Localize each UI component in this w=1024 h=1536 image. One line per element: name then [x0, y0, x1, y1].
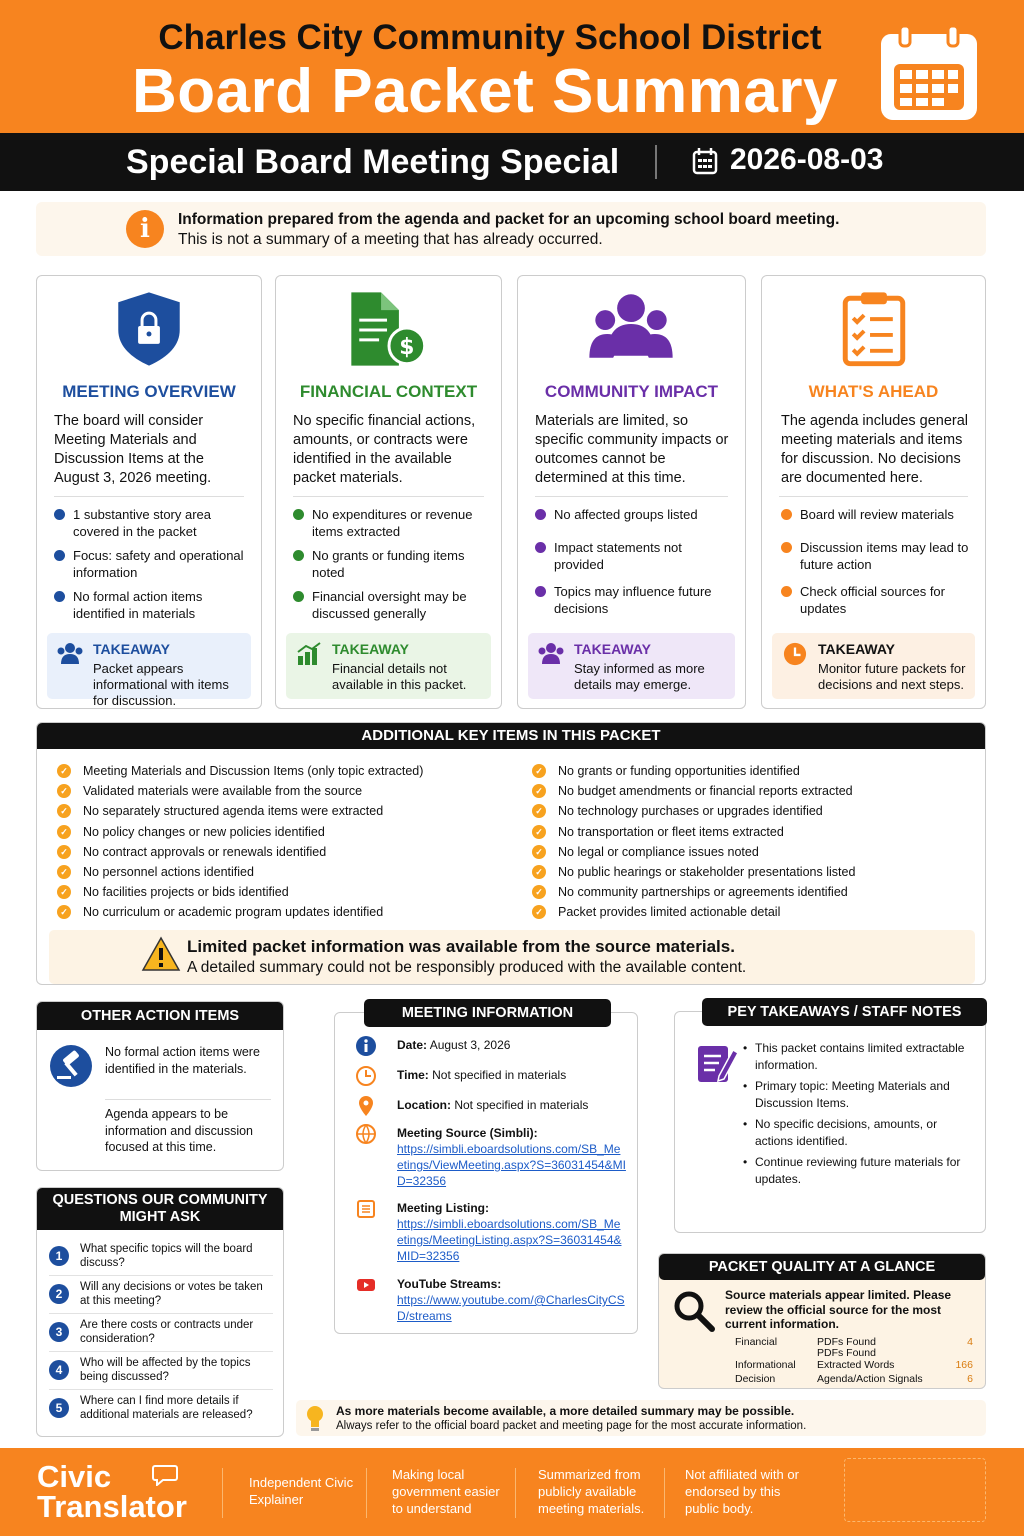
- section-title: MEETING INFORMATION: [364, 999, 611, 1027]
- question-text: Will any decisions or votes be taken at this meeting?: [80, 1281, 263, 1307]
- bullet-text: Discussion items may lead to future action: [800, 540, 969, 572]
- warning-icon: [141, 936, 181, 972]
- quality-label: PDFs Found: [817, 1347, 876, 1359]
- shield-lock-icon: [37, 290, 261, 368]
- question-item: [49, 1356, 273, 1390]
- warning-banner: [49, 930, 975, 984]
- bullet-dot: [781, 542, 792, 553]
- meeting-date: 2026-08-03: [730, 143, 884, 176]
- check-icon: ✓: [532, 845, 546, 859]
- svg-text:$: $: [399, 334, 415, 360]
- check-icon: ✓: [532, 825, 546, 839]
- date-value: August 3, 2026: [429, 1038, 511, 1052]
- bullet-text: Impact statements not provided: [554, 540, 682, 572]
- takeaway-title: TAKEAWAY: [93, 641, 171, 657]
- item-text: No contract approvals or renewals identified: [83, 844, 327, 859]
- list-item: [781, 539, 975, 573]
- action-text-2: Agenda appears to be information and discussion focused at this time.: [105, 1107, 253, 1154]
- takeaway-text: Stay informed as more details may emerge.: [574, 661, 705, 692]
- magnifier-icon: [673, 1290, 715, 1332]
- list-item: [532, 884, 972, 904]
- check-icon: ✓: [532, 905, 546, 919]
- list-item: [57, 803, 517, 823]
- divider: [54, 496, 244, 497]
- bullet-text: No formal action items identified in materials: [73, 589, 203, 621]
- bullet-dot: [54, 591, 65, 602]
- quality-key: Decision: [735, 1373, 776, 1385]
- item-text: No public hearings or stakeholder presentations listed: [558, 864, 856, 879]
- section-title: OTHER ACTION ITEMS: [37, 1002, 283, 1030]
- bullet-text: Focus: safety and operational information: [73, 548, 244, 580]
- card-community-impact: [517, 275, 746, 709]
- check-icon: ✓: [57, 885, 71, 899]
- item-text: No legal or compliance issues noted: [558, 844, 759, 859]
- card-description: The agenda includes general meeting materials and items for discussion. No decisions are documented here.: [781, 413, 969, 486]
- divider: [105, 1099, 271, 1100]
- calendar-icon: [878, 24, 980, 124]
- divider: [366, 1468, 367, 1518]
- card-description: The board will consider Meeting Materials and Discussion Items at the August 3, 2026 meeting.: [54, 413, 212, 486]
- takeaway-title: TAKEAWAY: [574, 641, 652, 657]
- item-text: No budget amendments or financial reports extracted: [558, 784, 853, 799]
- item-text: No facilities projects or bids identified: [83, 885, 289, 900]
- list-item: [54, 588, 251, 622]
- question-number: 3: [49, 1322, 69, 1342]
- footer: [0, 1448, 1024, 1536]
- info-line-2: This is not a summary of a meeting that has already occurred.: [178, 231, 603, 248]
- footer-text-3: Summarized from publicly available meeting materials.: [538, 1467, 645, 1516]
- check-icon: ✓: [532, 764, 546, 778]
- footer-text-2: Making local government easier to understand: [392, 1467, 500, 1516]
- district-name: Charles City Community School District: [158, 18, 822, 57]
- list-item: [532, 864, 972, 884]
- section-title: PACKET QUALITY AT A GLANCE: [659, 1254, 985, 1280]
- quality-description: Source materials appear limited. Please review the official source for the most current information.: [725, 1288, 952, 1331]
- card-meeting-overview: [36, 275, 262, 709]
- list-item: [532, 844, 972, 864]
- list-item: • No specific decisions, amounts, or actions identified.: [743, 1116, 973, 1149]
- notepad-pencil-icon: [695, 1040, 739, 1084]
- list-item: [532, 904, 972, 924]
- listing-label: Meeting Listing:: [397, 1201, 489, 1215]
- list-icon: [355, 1198, 377, 1220]
- notes-list: [743, 1040, 973, 1192]
- bar-chart-icon: [296, 642, 322, 666]
- question-number: 5: [49, 1398, 69, 1418]
- section-title: QUESTIONS OUR COMMUNITY MIGHT ASK: [37, 1188, 283, 1230]
- check-icon: ✓: [532, 865, 546, 879]
- bullet-dot: [535, 542, 546, 553]
- list-item: [57, 824, 517, 844]
- meeting-type: Special Board Meeting Special: [126, 143, 620, 181]
- tip-line-2: Always refer to the official board packet and meeting page for the most accurate information.: [336, 1420, 807, 1432]
- card-title: FINANCIAL CONTEXT: [299, 382, 478, 401]
- time-label: Time:: [397, 1068, 429, 1082]
- list-item: • Primary topic: Meeting Materials and Discussion Items.: [743, 1078, 973, 1111]
- youtube-label: YouTube Streams:: [397, 1277, 502, 1291]
- meeting-bar: [0, 133, 1024, 191]
- items-left-column: [57, 763, 517, 925]
- card-financial-context: [275, 275, 502, 709]
- items-right-column: [532, 763, 972, 925]
- info-icon: [355, 1035, 377, 1057]
- document-dollar-icon: [276, 290, 501, 368]
- action-text-1: No formal action items were identified in the materials.: [105, 1045, 260, 1076]
- source-label: Meeting Source (Simbli):: [397, 1126, 538, 1140]
- bullet-dot: [781, 509, 792, 520]
- check-icon: ✓: [532, 784, 546, 798]
- lightbulb-icon: [304, 1404, 326, 1432]
- divider: [779, 496, 968, 497]
- list-item: [57, 884, 517, 904]
- list-item: • Continue reviewing future materials for updates.: [743, 1154, 973, 1187]
- list-item: [532, 803, 972, 823]
- page-title: Board Packet Summary: [131, 57, 839, 126]
- youtube-row: [355, 1274, 627, 1324]
- takeaway-box: [772, 633, 975, 699]
- list-item: [532, 783, 972, 803]
- list-item: • This packet contains limited extractable information.: [743, 1040, 973, 1073]
- divider: [293, 496, 484, 497]
- question-item: [49, 1242, 273, 1276]
- question-item: [49, 1318, 273, 1352]
- list-item: [293, 506, 491, 540]
- time-value: Not specified in materials: [432, 1068, 567, 1082]
- takeaway-box: [286, 633, 491, 699]
- check-icon: ✓: [57, 845, 71, 859]
- takeaway-box: [47, 633, 251, 708]
- footer-text-4: Not affiliated with or endorsed by this public body.: [685, 1467, 799, 1516]
- bullet-dot: [54, 509, 65, 520]
- check-icon: ✓: [57, 784, 71, 798]
- check-icon: ✓: [57, 825, 71, 839]
- card-whats-ahead: [761, 275, 986, 709]
- list-item: [535, 539, 735, 573]
- list-item: [57, 904, 517, 924]
- check-icon: ✓: [57, 905, 71, 919]
- list-item: [54, 547, 251, 581]
- source-link[interactable]: https://simbli.eboardsolutions.com/SB_Meetings/ViewMeeting.aspx?S=36031454&MID=32356: [397, 1142, 626, 1188]
- check-icon: ✓: [532, 804, 546, 818]
- source-row: [355, 1123, 627, 1189]
- list-item: [532, 824, 972, 844]
- date-label: Date:: [397, 1038, 428, 1052]
- quality-label: Extracted Words: [817, 1359, 895, 1371]
- list-item: [293, 588, 491, 622]
- divider: [515, 1468, 516, 1518]
- item-text: Meeting Materials and Discussion Items (only topic extracted): [83, 764, 424, 778]
- section-title: ADDITIONAL KEY ITEMS IN THIS PACKET: [37, 723, 985, 749]
- bullet-text: No grants or funding items noted: [312, 548, 465, 580]
- takeaway-title: TAKEAWAY: [332, 641, 410, 657]
- list-item: [532, 763, 972, 783]
- speech-bubble-icon: [152, 1464, 178, 1486]
- item-text: Validated materials were available from the source: [83, 784, 363, 799]
- item-text: No technology purchases or upgrades identified: [558, 804, 823, 819]
- tip-banner: [296, 1400, 986, 1436]
- clock-icon: [782, 642, 808, 666]
- list-item: [781, 583, 975, 617]
- location-pin-icon: [355, 1095, 377, 1117]
- gavel-icon: [49, 1044, 93, 1088]
- list-item: [57, 864, 517, 884]
- logo-line-1: Civic: [37, 1459, 112, 1494]
- card-description: No specific financial actions, amounts, or contracts were identified in the available packet materials.: [293, 413, 476, 486]
- bullet-text: Board will review materials: [800, 507, 954, 522]
- bullet-text: No expenditures or revenue items extracted: [312, 507, 473, 539]
- quality-row: [725, 1359, 973, 1372]
- bullet-text: Check official sources for updates: [800, 584, 945, 616]
- list-item: [293, 547, 491, 581]
- question-number: 4: [49, 1360, 69, 1380]
- takeaway-text: Financial details not available in this packet.: [332, 661, 467, 692]
- question-number: 2: [49, 1284, 69, 1304]
- info-line-1: Information prepared from the agenda and packet for an upcoming school board meeting.: [178, 211, 840, 228]
- quality-value: 166: [955, 1359, 973, 1371]
- bullet-text: Financial oversight may be discussed generally: [312, 589, 467, 621]
- section-title: PEY TAKEAWAYS / STAFF NOTES: [702, 998, 987, 1026]
- question-number: 1: [49, 1246, 69, 1266]
- bullet-dot: [293, 509, 304, 520]
- info-banner: [36, 202, 986, 256]
- bullet-text: No affected groups listed: [554, 507, 698, 522]
- warning-text: A detailed summary could not be responsibly produced with the available content.: [187, 959, 747, 976]
- list-item: [57, 844, 517, 864]
- warning-title: Limited packet information was available from the source materials.: [187, 937, 735, 956]
- question-item: [49, 1394, 273, 1428]
- question-text: Where can I find more details if additional materials are released?: [80, 1395, 253, 1421]
- question-text: What specific topics will the board discuss?: [80, 1243, 253, 1269]
- list-item: [535, 506, 735, 523]
- quality-label: PDFs Found: [817, 1336, 876, 1348]
- bullet-dot: [293, 550, 304, 561]
- info-icon: i: [126, 210, 164, 248]
- listing-row: [355, 1198, 627, 1264]
- tip-line-1: As more materials become available, a more detailed summary may be possible.: [336, 1404, 795, 1418]
- clipboard-checklist-icon: [762, 290, 985, 368]
- footer-text-1: Independent Civic Explainer: [249, 1475, 354, 1507]
- question-item: [49, 1280, 273, 1314]
- quality-row: [725, 1373, 973, 1386]
- additional-items-section: [36, 722, 986, 985]
- takeaway-title: TAKEAWAY: [818, 641, 896, 657]
- other-action-items: [36, 1001, 284, 1171]
- check-icon: ✓: [57, 804, 71, 818]
- quality-key: Informational: [735, 1359, 796, 1371]
- check-icon: ✓: [57, 764, 71, 778]
- packet-quality: [658, 1253, 986, 1389]
- card-description: Materials are limited, so specific community impacts or outcomes cannot be determined at this time.: [535, 413, 729, 486]
- divider: [664, 1468, 665, 1518]
- card-title: COMMUNITY IMPACT: [544, 382, 719, 401]
- divider: [655, 145, 657, 179]
- quality-label: Agenda/Action Signals: [817, 1373, 923, 1385]
- location-value: Not specified in materials: [454, 1098, 589, 1112]
- question-text: Who will be affected by the topics being discussed?: [80, 1357, 251, 1383]
- people-icon: [538, 642, 564, 666]
- bullet-text: Topics may influence future decisions: [554, 584, 712, 616]
- item-text: No transportation or fleet items extracted: [558, 824, 784, 839]
- quality-key: Financial: [735, 1336, 778, 1348]
- people-icon: [518, 290, 745, 368]
- bullet-dot: [535, 586, 546, 597]
- item-text: No personnel actions identified: [83, 864, 254, 879]
- takeaway-box: [528, 633, 735, 699]
- item-text: No policy changes or new policies identified: [83, 824, 325, 839]
- item-text: No community partnerships or agreements identified: [558, 885, 848, 900]
- divider: [222, 1468, 223, 1518]
- divider: [535, 496, 728, 497]
- list-item: [535, 583, 735, 617]
- staff-notes: [674, 1004, 986, 1233]
- youtube-link[interactable]: https://www.youtube.com/@CharlesCityCSD/streams: [397, 1293, 625, 1323]
- takeaway-text: Packet appears informational with items for discussion.: [93, 661, 229, 708]
- list-item: [54, 506, 251, 540]
- list-item: [781, 506, 975, 523]
- bullet-dot: [54, 550, 65, 561]
- quality-value: 6: [967, 1373, 973, 1385]
- people-icon: [57, 642, 83, 666]
- card-title: WHAT'S AHEAD: [808, 382, 939, 401]
- list-item: [57, 763, 517, 783]
- bullet-text: 1 substantive story area covered in the packet: [73, 507, 212, 539]
- check-icon: ✓: [532, 885, 546, 899]
- header: [0, 0, 1024, 133]
- item-text: No curriculum or academic program updates identified: [83, 905, 384, 920]
- location-label: Location:: [397, 1098, 451, 1112]
- item-text: No separately structured agenda items were extracted: [83, 804, 384, 819]
- item-text: No grants or funding opportunities identified: [558, 764, 800, 778]
- bullet-dot: [293, 591, 304, 602]
- bullet-dot: [781, 586, 792, 597]
- card-title: MEETING OVERVIEW: [62, 382, 236, 401]
- youtube-icon: [355, 1274, 377, 1296]
- check-icon: ✓: [57, 865, 71, 879]
- item-text: Packet provides limited actionable detail: [558, 905, 781, 920]
- meeting-information: [334, 1005, 638, 1334]
- clock-icon: [355, 1065, 377, 1087]
- takeaway-text: Monitor future packets for decisions and next steps.: [818, 661, 966, 692]
- logo-line-2: Translator: [37, 1489, 187, 1524]
- calendar-small-icon: [692, 147, 718, 175]
- question-text: Are there costs or contracts under consideration?: [80, 1319, 254, 1345]
- bullet-dot: [535, 509, 546, 520]
- community-questions: [36, 1187, 284, 1437]
- list-item: [57, 783, 517, 803]
- placeholder-frame: [844, 1458, 986, 1522]
- quality-value: 4: [967, 1336, 973, 1348]
- globe-icon: [355, 1123, 377, 1145]
- listing-link[interactable]: https://simbli.eboardsolutions.com/SB_Meetings/MeetingListing.aspx?S=36031454&MID=32356: [397, 1217, 622, 1263]
